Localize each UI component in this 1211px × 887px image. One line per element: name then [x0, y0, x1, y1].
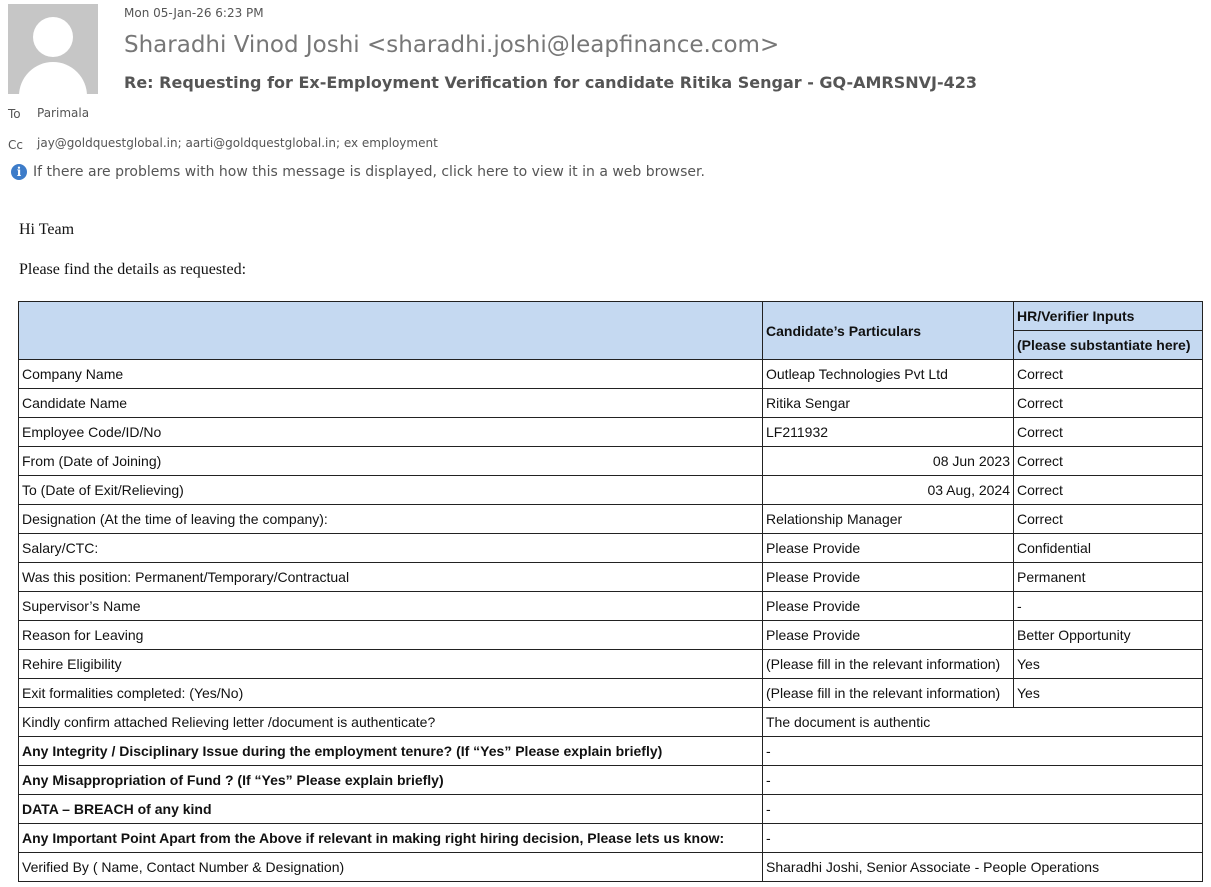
row-hr-value: Correct [1014, 476, 1203, 505]
table-row [19, 418, 1203, 447]
header-hr-inputs: HR/Verifier Inputs [1014, 302, 1203, 331]
row-label: From (Date of Joining) [19, 447, 763, 476]
row-candidate-value: 03 Aug, 2024 [763, 476, 1014, 505]
row-hr-value: Correct [1014, 505, 1203, 534]
cc-label: Cc [8, 138, 23, 152]
row-hr-value: Confidential [1014, 534, 1203, 563]
table-row [19, 592, 1203, 621]
row-response-value: Sharadhi Joshi, Senior Associate - People Operations [763, 853, 1203, 882]
row-response-value: - [763, 737, 1203, 766]
row-label: Verified By ( Name, Contact Number & Designation) [19, 853, 763, 882]
table-row [19, 795, 1203, 824]
row-hr-value: Yes [1014, 650, 1203, 679]
intro-text: Please find the details as requested: [19, 261, 247, 278]
row-candidate-value: Relationship Manager [763, 505, 1014, 534]
table-row [19, 447, 1203, 476]
row-candidate-value: Please Provide [763, 563, 1014, 592]
row-candidate-value: Please Provide [763, 534, 1014, 563]
row-hr-value: Better Opportunity [1014, 621, 1203, 650]
table-row [19, 563, 1203, 592]
table-row [19, 766, 1203, 795]
row-label: Designation (At the time of leaving the company): [19, 505, 763, 534]
info-icon: i [11, 164, 27, 180]
table-row [19, 824, 1203, 853]
verification-table [18, 301, 1203, 882]
to-recipients[interactable]: Parimala [37, 106, 90, 120]
row-label: Company Name [19, 360, 763, 389]
row-label: Reason for Leaving [19, 621, 763, 650]
row-hr-value: Correct [1014, 447, 1203, 476]
row-label: Employee Code/ID/No [19, 418, 763, 447]
row-candidate-value: Ritika Sengar [763, 389, 1014, 418]
row-label: Exit formalities completed: (Yes/No) [19, 679, 763, 708]
row-hr-value: Permanent [1014, 563, 1203, 592]
row-response-value: - [763, 766, 1203, 795]
sender-avatar[interactable] [8, 4, 98, 94]
row-candidate-value: 08 Jun 2023 [763, 447, 1014, 476]
row-response-value: The document is authentic [763, 708, 1203, 737]
header-candidate-particulars: Candidate’s Particulars [763, 302, 1014, 360]
row-candidate-value: Please Provide [763, 621, 1014, 650]
row-candidate-value: (Please fill in the relevant information) [763, 679, 1014, 708]
info-bar[interactable] [11, 164, 705, 180]
table-row [19, 534, 1203, 563]
row-hr-value: Correct [1014, 389, 1203, 418]
info-bar-text[interactable]: If there are problems with how this message is displayed, click here to view it in a web browser. [33, 164, 705, 180]
table-row [19, 737, 1203, 766]
row-label: Kindly confirm attached Relieving letter /document is authenticate? [19, 708, 763, 737]
header-hr-substantiate: (Please substantiate here) [1014, 331, 1203, 360]
row-label: Any Misappropriation of Fund ? (If “Yes” Please explain briefly) [19, 766, 763, 795]
table-row [19, 389, 1203, 418]
row-label: Supervisor’s Name [19, 592, 763, 621]
row-response-value: - [763, 795, 1203, 824]
table-row [19, 360, 1203, 389]
message-date: Mon 05-Jan-26 6:23 PM [124, 6, 264, 20]
row-label: Rehire Eligibility [19, 650, 763, 679]
row-candidate-value: LF211932 [763, 418, 1014, 447]
row-candidate-value: Outleap Technologies Pvt Ltd [763, 360, 1014, 389]
table-header-row [19, 302, 1203, 331]
table-row [19, 476, 1203, 505]
cc-recipients[interactable]: jay@goldquestglobal.in; aarti@goldquestglobal.in; ex employment [37, 136, 438, 150]
row-hr-value: Correct [1014, 360, 1203, 389]
to-label: To [8, 107, 21, 121]
sender-name[interactable]: Sharadhi Vinod Joshi <sharadhi.joshi@leapfinance.com> [124, 32, 780, 58]
row-label: DATA – BREACH of any kind [19, 795, 763, 824]
message-subject: Re: Requesting for Ex-Employment Verification for candidate Ritika Sengar - GQ-AMRSNVJ-423 [124, 73, 977, 92]
row-candidate-value: Please Provide [763, 592, 1014, 621]
row-label: Salary/CTC: [19, 534, 763, 563]
table-row [19, 853, 1203, 882]
avatar-head-shape [33, 17, 73, 57]
table-row [19, 505, 1203, 534]
row-candidate-value: (Please fill in the relevant information) [763, 650, 1014, 679]
table-row [19, 650, 1203, 679]
table-row [19, 708, 1203, 737]
greeting-text: Hi Team [19, 221, 75, 238]
row-response-value: - [763, 824, 1203, 853]
row-hr-value: - [1014, 592, 1203, 621]
row-label: To (Date of Exit/Relieving) [19, 476, 763, 505]
row-label: Was this position: Permanent/Temporary/Contractual [19, 563, 763, 592]
header-blank-cell [19, 302, 763, 360]
table-row [19, 679, 1203, 708]
row-hr-value: Yes [1014, 679, 1203, 708]
row-label: Candidate Name [19, 389, 763, 418]
avatar-body-shape [19, 62, 87, 94]
table-row [19, 621, 1203, 650]
row-label: Any Important Point Apart from the Above if relevant in making right hiring decision, Please lets us know: [19, 824, 763, 853]
row-label: Any Integrity / Disciplinary Issue during the employment tenure? (If “Yes” Please explain briefly) [19, 737, 763, 766]
row-hr-value: Correct [1014, 418, 1203, 447]
